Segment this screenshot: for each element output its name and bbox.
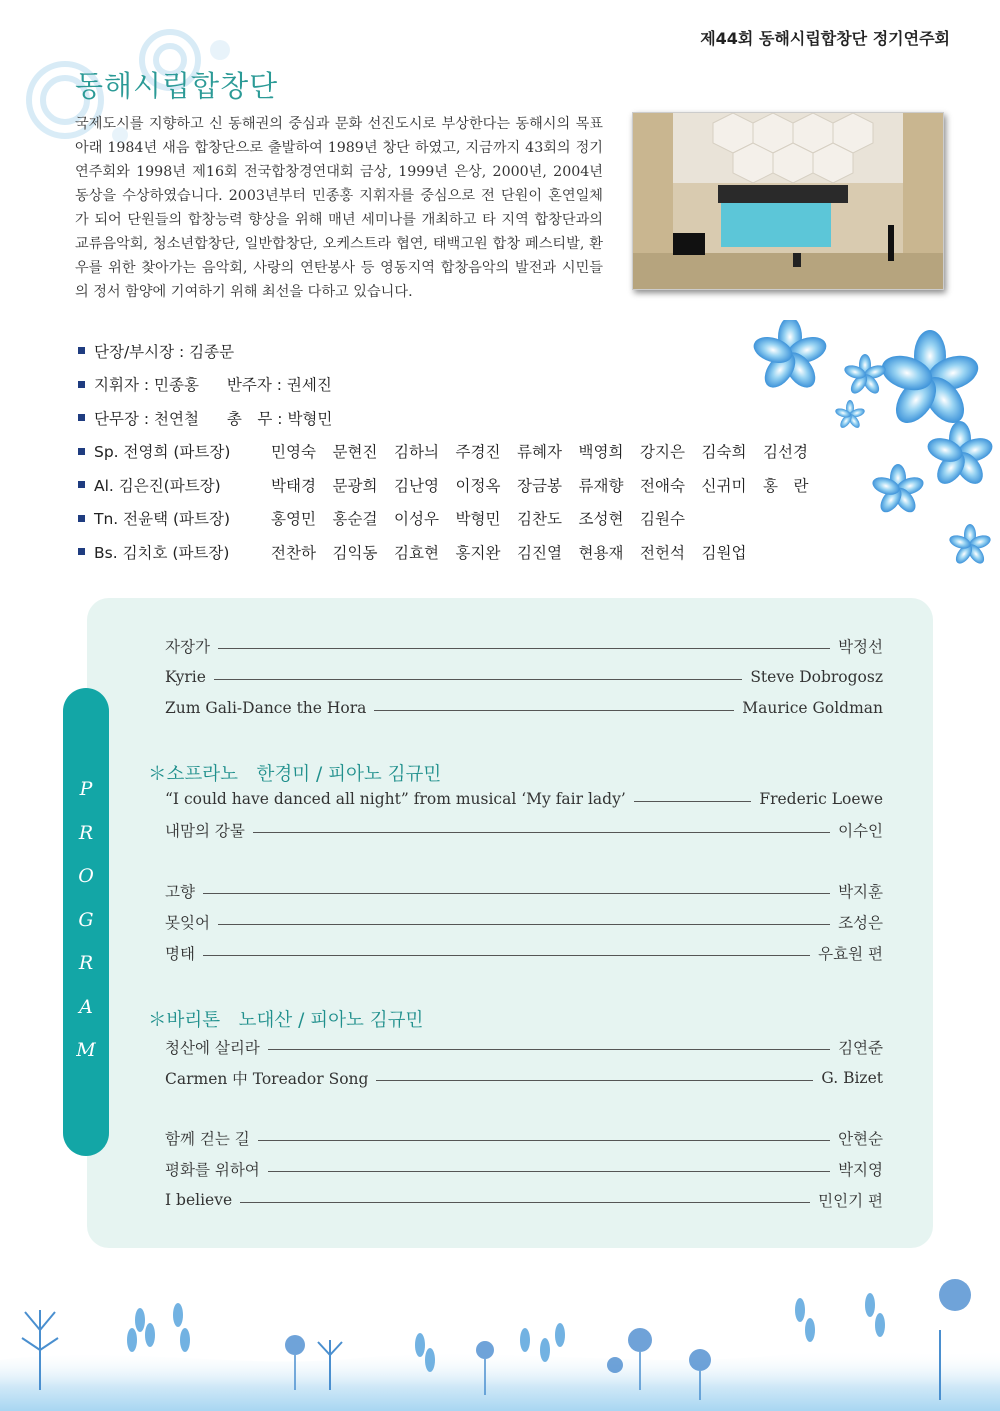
member-name: 현용재 — [578, 543, 624, 562]
program-item — [165, 817, 883, 843]
part-row — [78, 502, 825, 536]
program-item-composer: Maurice Goldman — [742, 699, 883, 717]
baritone-section-heading: ＊바리톤 노대산 / 피아노 김규민 — [148, 1010, 424, 1031]
bullet-icon — [78, 347, 85, 354]
member-list — [78, 334, 825, 569]
leader-line — [218, 924, 830, 925]
member-name: 김선경 — [763, 443, 808, 462]
program-item-title: 내맘의 강물 — [165, 822, 245, 840]
member-name: 김원업 — [701, 543, 747, 562]
member-name: 강지은 — [640, 443, 685, 462]
bullet-icon — [78, 548, 85, 555]
member-name: 홍 란 — [763, 476, 809, 495]
choir-photo — [632, 112, 944, 290]
program-item — [165, 1065, 883, 1091]
program-item-composer: 박정선 — [838, 638, 883, 656]
program-tab-letter: A — [79, 995, 93, 1018]
program-item-title: I believe — [165, 1191, 233, 1209]
member-name: 조성현 — [578, 510, 624, 529]
program-item-composer: 조성은 — [838, 914, 883, 932]
member-name: 김원수 — [640, 510, 685, 529]
program-item — [165, 1187, 883, 1213]
part-leader: Bs. 김치호 (파트장) — [94, 543, 230, 562]
member-name: 홍지완 — [455, 543, 501, 562]
program-item-composer: G. Bizet — [821, 1069, 883, 1087]
member-name: 백영희 — [578, 443, 624, 462]
program-item-composer: Frederic Loewe — [759, 790, 883, 808]
program-item-title: 평화를 위하여 — [165, 1161, 260, 1179]
staff-second: 총 무 : 박형민 — [226, 409, 333, 428]
member-name: 김찬도 — [517, 510, 562, 529]
member-name: 홍영민 — [271, 510, 316, 529]
program-item-title: Carmen 中 Toreador Song — [165, 1070, 369, 1088]
program-item-composer: 민인기 편 — [818, 1192, 883, 1210]
part-leader: Al. 김은진(파트장) — [94, 476, 221, 495]
program-item — [165, 1125, 883, 1151]
program-item-composer: 박지훈 — [838, 883, 883, 901]
part-row — [78, 468, 825, 502]
member-name: 박형민 — [455, 510, 501, 529]
member-name: 류혜자 — [517, 443, 562, 462]
plant-illustration-icon — [0, 1250, 1000, 1411]
member-name: 김진열 — [517, 543, 562, 562]
program-item-title: 못잊어 — [165, 914, 210, 932]
leader-line — [240, 1202, 810, 1203]
member-name: 전찬하 — [271, 543, 316, 562]
staff-row — [78, 368, 825, 402]
program-item-title: Kyrie — [165, 668, 206, 686]
member-name: 이정옥 — [455, 476, 501, 495]
member-name: 홍순걸 — [332, 510, 378, 529]
program-item — [165, 664, 883, 690]
program-tab-letter: M — [76, 1039, 96, 1061]
staff-lead: 지휘자 : 민종홍 — [94, 376, 199, 395]
member-name: 장금봉 — [517, 476, 562, 495]
leader-line — [258, 1140, 830, 1141]
staff-second: 반주자 : 권세진 — [226, 376, 332, 395]
member-name: 김하늬 — [394, 443, 439, 462]
member-name: 박태경 — [271, 476, 316, 495]
member-name: 전헌석 — [640, 543, 685, 562]
program-tab — [63, 688, 109, 1156]
program-item-title: 청산에 살리라 — [165, 1039, 260, 1057]
member-name: 김숙희 — [701, 443, 747, 462]
part-leader: Sp. 전영희 (파트장) — [94, 443, 231, 462]
member-name: 신귀미 — [701, 476, 747, 495]
program-tab-letter: P — [79, 778, 93, 800]
program-item-title: 함께 걷는 길 — [165, 1130, 250, 1148]
program-item-composer: 박지영 — [838, 1161, 883, 1179]
program-item — [165, 878, 883, 904]
member-name: 문현진 — [332, 443, 378, 462]
leader-line — [268, 1171, 830, 1172]
program-item-composer: 이수인 — [838, 822, 883, 840]
program-item-composer: Steve Dobrogosz — [750, 668, 883, 686]
member-name: 전애숙 — [640, 476, 685, 495]
leader-line — [253, 832, 830, 833]
program-item-title: 고향 — [165, 883, 195, 901]
bullet-icon — [78, 381, 85, 388]
staff-lead: 단장/부시장 : 김종문 — [94, 342, 235, 361]
member-name: 김효현 — [394, 543, 439, 562]
leader-line — [218, 648, 830, 649]
leader-line — [634, 801, 752, 802]
program-item-title: “I could have danced all night” from musical ‘My fair lady’ — [165, 790, 626, 808]
member-name: 김난영 — [394, 476, 439, 495]
leader-line — [268, 1049, 830, 1050]
part-row — [78, 535, 825, 569]
program-item — [165, 786, 883, 812]
program-item — [165, 633, 883, 659]
bullet-icon — [78, 448, 85, 455]
program-item-title: 자장가 — [165, 638, 210, 656]
program-item-composer: 우효원 편 — [818, 945, 883, 963]
flower-decoration-icon — [730, 320, 1000, 590]
member-name: 김익동 — [332, 543, 378, 562]
bullet-icon — [78, 515, 85, 522]
leader-line — [214, 679, 742, 680]
program-tab-letter: R — [78, 952, 94, 974]
program-tab-letters — [63, 778, 109, 1083]
choir-intro: 국제도시를 지향하고 신 동해권의 중심과 문화 선진도시로 부상한다는 동해시의 목표 아래 1984년 새음 합창단으로 출발하여 1989년 창단 하였고, 지금까지 43회의 정기연주회와 1998년 제16회 전국합창경연대회 금상, 1999년 은상, 2000년, 2004년 동상을 수상하였습니다. 2003년부터 민종홍 지휘자를 중심으로 전 단원이 혼연일체가 되어 단원들의 합창능력 향상을 위해 매년 세미나를 개최하고 타 지역 합창단과의 교류음악회, 청소년합창단, 일반합창단, 오케스트라 협연, 태백고원 합창 페스티발, 환우를 위한 찾아가는 음악회, 사랑의 연탄봉사 등 영동지역 합창음악의 발전과 시민들의 정서 함양에 기여하기 위해 최선을 다하고 있습니다. — [75, 116, 603, 300]
member-name: 주경진 — [455, 443, 501, 462]
staff-row — [78, 334, 825, 368]
staff-lead: 단무장 : 천연철 — [94, 409, 199, 428]
bullet-icon — [78, 481, 85, 488]
program-item — [165, 1034, 883, 1060]
member-name: 이성우 — [394, 510, 439, 529]
program-tab-letter: G — [78, 908, 94, 931]
leader-line — [203, 893, 830, 894]
choir-title: 동해시립합창단 — [75, 69, 279, 103]
program-item — [165, 1156, 883, 1182]
leader-line — [203, 955, 810, 956]
program-item-title: Zum Gali-Dance the Hora — [165, 699, 367, 717]
bullet-icon — [78, 414, 85, 421]
program-item-composer: 안현순 — [838, 1130, 883, 1148]
staff-row — [78, 401, 825, 435]
program-item-title: 명태 — [165, 945, 195, 963]
soprano-section-heading: ＊소프라노 한경미 / 피아노 김규민 — [148, 764, 442, 785]
member-name: 문광희 — [332, 476, 378, 495]
part-row — [78, 435, 825, 469]
program-item — [165, 695, 883, 721]
program-item-composer: 김연준 — [838, 1039, 883, 1057]
event-title: 제44회 동해시립합창단 정기연주회 — [700, 29, 950, 48]
leader-line — [374, 710, 734, 711]
member-name: 류재향 — [578, 476, 624, 495]
member-name: 민영숙 — [271, 443, 316, 462]
leader-line — [376, 1080, 813, 1081]
program-item — [165, 940, 883, 966]
program-tab-letter: R — [78, 821, 94, 844]
program-item — [165, 909, 883, 935]
part-leader: Tn. 전윤택 (파트장) — [94, 510, 231, 529]
program-tab-letter: O — [78, 865, 94, 887]
